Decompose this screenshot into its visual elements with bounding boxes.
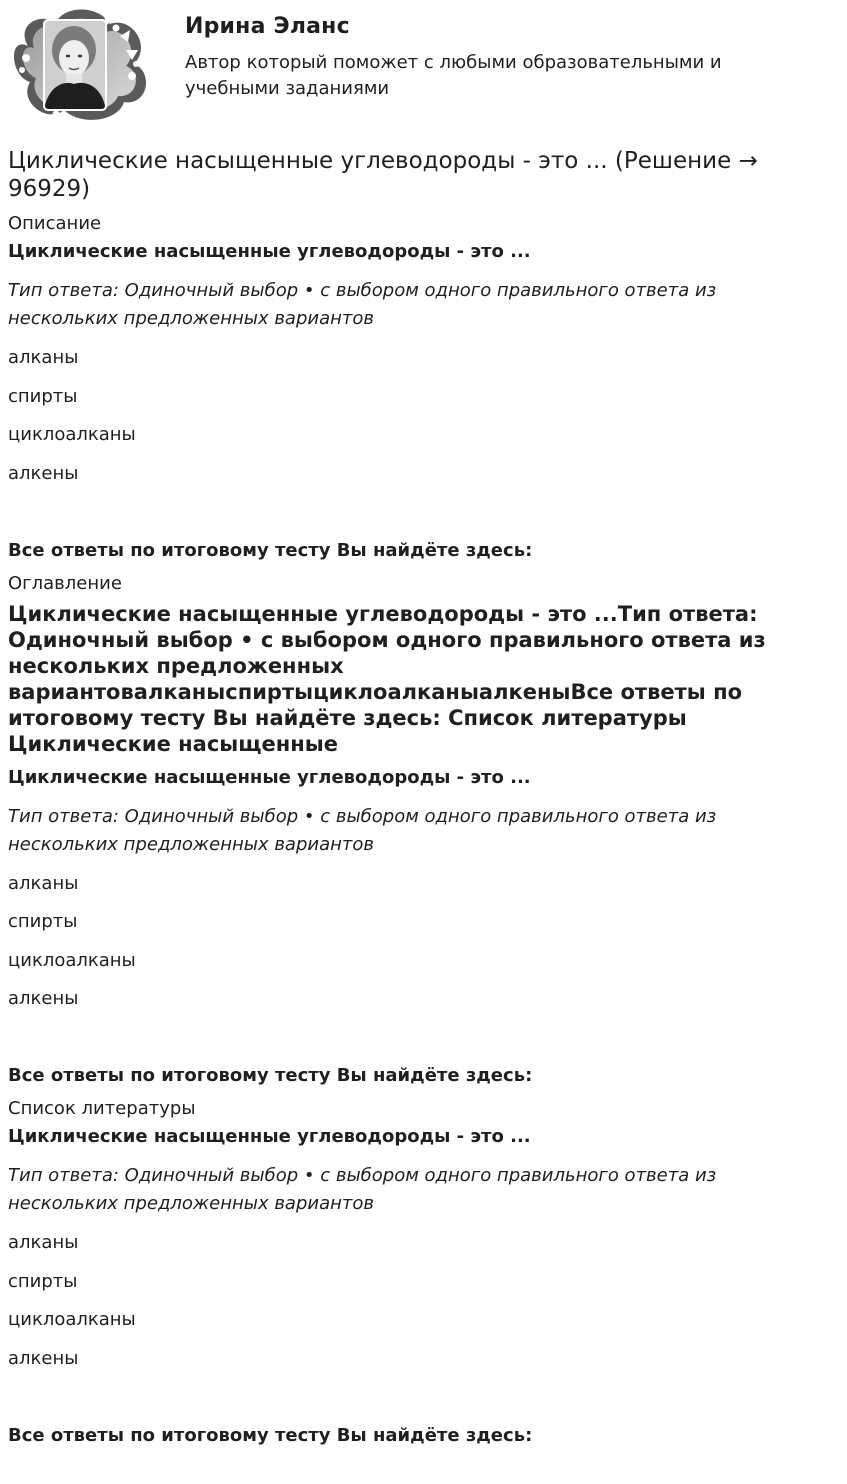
answer-option: алканы [8,872,79,894]
author-name[interactable]: Ирина Эланс [185,14,350,39]
answer-option: алкены [8,1347,79,1369]
answer-options [8,345,828,487]
question-title: Циклические насыщенные углеводороды - это ... [8,241,531,262]
answer-option: алкены [8,988,79,1009]
toc-label: Оглавление [8,572,122,594]
author-header [8,6,828,128]
toc-text: Циклические насыщенные углеводороды - это ...Тип ответа: Одиночный выбор • с выбором одного правильного ответа из нескольких предложенных вариантовалканыспиртыциклоалканыалкеныВсе ответы по итоговому тесту Вы найдёте здесь: Список литературы Циклические насыщенные [8,601,766,756]
page [8,6,828,1458]
answer-option: спирты [8,911,78,932]
question-type: Тип ответа: Одиночный выбор • с выбором одного правильного ответа из нескольких предложенных вариантов [8,1165,717,1214]
references-label: Список литературы [8,1098,196,1119]
answer-option: циклоалканы [8,1309,136,1330]
question-type: Тип ответа: Одиночный выбор • с выбором одного правильного ответа из нескольких предложенных вариантов [8,805,717,855]
answer-option: спирты [8,385,78,407]
toc-section [8,573,828,1088]
author-photo-avatar-icon [8,6,150,126]
all-answers-text: Все ответы по итоговому тесту Вы найдёте здесь: [8,1424,533,1446]
description-section [8,213,828,562]
question-title: Циклические насыщенные углеводороды - это ... [8,766,531,788]
author-info [185,6,785,102]
all-answers-text: Все ответы по итоговому тесту Вы найдёте здесь: [8,539,533,561]
avatar[interactable] [8,6,150,126]
question-type: Тип ответа: Одиночный выбор • с выбором одного правильного ответа из нескольких предложенных вариантов [8,280,717,329]
answer-option: циклоалканы [8,424,136,445]
answer-option: алканы [8,1232,79,1253]
answer-option: циклоалканы [8,949,136,971]
answer-options [8,871,828,1013]
answer-option: алканы [8,347,79,368]
description-label: Описание [8,213,102,234]
answer-options [8,1230,828,1372]
answer-option: алкены [8,462,79,484]
author-description: Автор который поможет с любыми образовательными и учебными заданиями [185,52,722,99]
references-section [8,1098,828,1447]
question-title: Циклические насыщенные углеводороды - это ... [8,1126,531,1147]
all-answers-text: Все ответы по итоговому тесту Вы найдёте здесь: [8,1065,533,1086]
document-title: Циклические насыщенные углеводороды - это ... (Решение → 96929) [8,148,758,202]
answer-option: спирты [8,1270,78,1292]
